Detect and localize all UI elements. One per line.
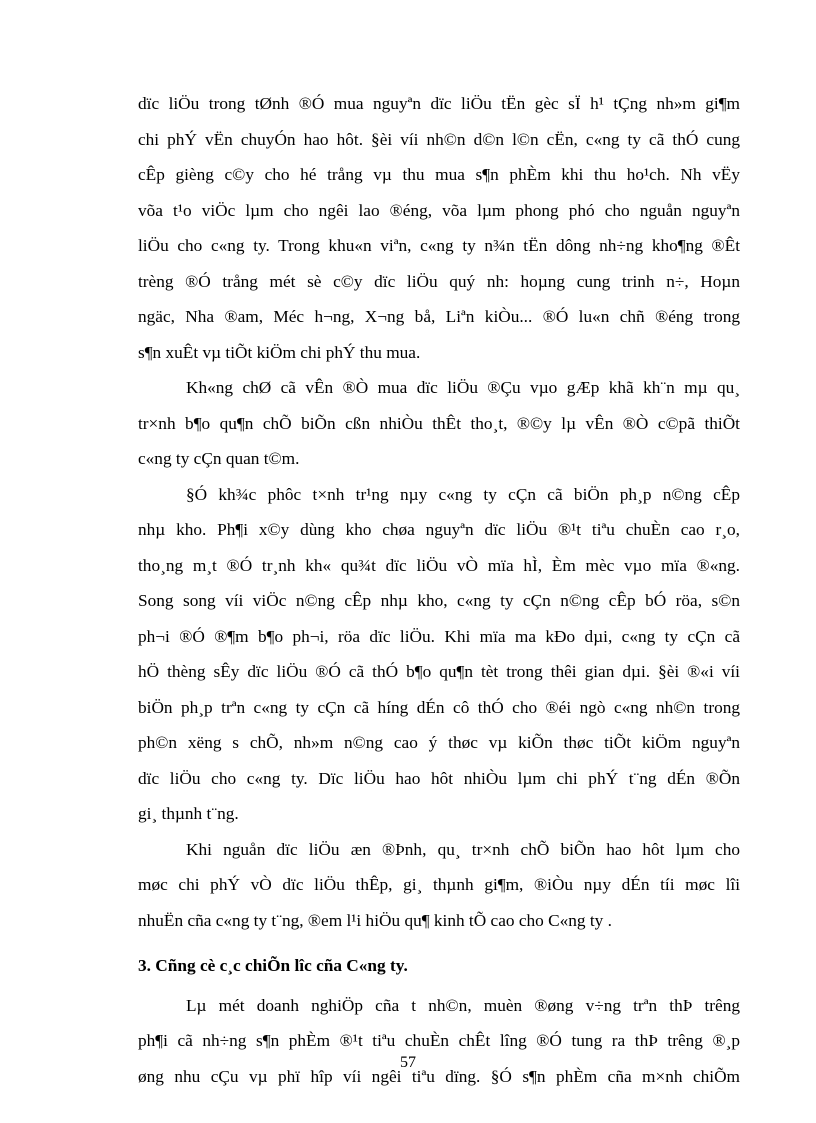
- text-line: møc chi phÝ vÒ dïc liÖu thÊp, gi¸ thµnh gi¶m, ®iÒu nµy dÉn tíi møc lîi: [138, 875, 740, 894]
- text-line: cÊp gièng c©y cho hé trång vµ thu mua s¶n phÈm khi thu ho¹ch. Nh vËy: [138, 165, 740, 184]
- text-line: Lµ mét doanh nghiÖp cña t nh©n, muèn ®øng v÷ng trªn thÞ trêng: [186, 995, 740, 1015]
- text-line: §Ó kh¾c phôc t×nh tr¹ng nµy c«ng ty cÇn cã biÖn ph¸p n©ng cÊp: [186, 484, 740, 504]
- paragraph-1: [138, 86, 740, 370]
- text-line: s¶n xuÊt vµ tiÕt kiÖm chi phÝ thu mua.: [138, 342, 421, 362]
- text-line: ph¶i cã nh÷ng s¶n phÈm ®¹t tiªu chuÈn chÊt lîng ®Ó tung ra thÞ trêng ®¸p: [138, 1031, 740, 1050]
- text-line: Khi nguån dïc liÖu æn ®Þnh, qu¸ tr×nh chÕ biÕn hao hôt lµm cho: [186, 839, 740, 859]
- section-heading: 3. Cñng cè c¸c chiÕn lîc cña C«ng ty.: [138, 956, 408, 975]
- text-line: gi¸ thµnh t¨ng.: [138, 804, 239, 823]
- text-line: ph¬i ®Ó ®¶m b¶o ph¬i, röa dïc liÖu. Khi mïa ma kÐo dµi, c«ng ty cÇn cã: [138, 626, 740, 646]
- paragraph-3: [138, 477, 740, 832]
- text-line: trèng ®Ó trång mét sè c©y dïc liÖu quý nh: hoµng cung trinh n÷, Hoµn: [138, 271, 740, 291]
- paragraph-2: [138, 370, 740, 477]
- text-line: ngäc, Nha ®am, Méc h¬ng, X¬ng bå, Liªn kiÒu... ®Ó lu«n chñ ®éng trong: [138, 307, 740, 326]
- text-line: biÖn ph¸p trªn c«ng ty cÇn cã híng dÉn cô thÓ cho ®éi ngò c«ng nh©n trong: [138, 697, 740, 717]
- page-number: 57: [400, 1054, 416, 1071]
- text-line: chi phÝ vËn chuyÓn hao hôt. §èi víi nh©n d©n l©n cËn, c«ng ty cã thÓ cung: [138, 129, 740, 149]
- text-line: dïc liÖu trong tØnh ®Ó mua nguyªn dïc liÖu tËn gèc sÏ h¹ tÇng nh»m gi¶m: [138, 94, 740, 113]
- text-line: võa t¹o viÖc lµm cho ngêi lao ®éng, võa lµm phong phó cho nguån nguyªn: [138, 200, 740, 220]
- paragraph-4: [138, 832, 740, 939]
- text-line: nhµ kho. Ph¶i x©y dùng kho chøa nguyªn dïc liÖu ®¹t tiªu chuÈn cao r¸o,: [138, 520, 740, 539]
- text-line: øng nhu cÇu vµ phï hîp víi ngêi tiªu dïng. §Ó s¶n phÈm cña m×nh chiÕm: [138, 1066, 740, 1086]
- text-line: c«ng ty cÇn quan t©m.: [138, 449, 300, 468]
- document-page: [138, 86, 740, 1094]
- text-line: dïc liÖu cho c«ng ty. Dïc liÖu hao hôt nhiÒu lµm chi phÝ t¨ng dÉn ®Õn: [138, 768, 740, 788]
- text-line: ph©n xëng s chÕ, nh»m n©ng cao ý thøc vµ kiÕn thøc tiÕt kiÖm nguyªn: [138, 733, 740, 752]
- text-line: Song song víi viÖc n©ng cÊp nhµ kho, c«ng ty cÇn n©ng cÊp bÓ röa, s©n: [138, 591, 740, 610]
- text-line: liÖu cho c«ng ty. Trong khu«n viªn, c«ng ty n¾n tËn dông nh÷ng kho¶ng ®Êt: [138, 236, 740, 255]
- paragraph-5: [138, 988, 740, 1095]
- text-line: Kh«ng chØ cã vÊn ®Ò mua dïc liÖu ®Çu vµo gÆp khã kh¨n mµ qu¸: [186, 378, 740, 397]
- text-line: hÖ thèng sÊy dïc liÖu ®Ó cã thÓ b¶o qu¶n tèt trong thêi gian dµi. §èi ®«i víi: [138, 662, 740, 681]
- text-line: nhuËn cña c«ng ty t¨ng, ®em l¹i hiÖu qu¶ kinh tÕ cao cho C«ng ty .: [138, 910, 612, 930]
- text-line: tho¸ng m¸t ®Ó tr¸nh kh« qu¾t dïc liÖu vÒ mïa hÌ, Èm mèc vµo mïa ®«ng.: [138, 555, 740, 575]
- text-line: tr×nh b¶o qu¶n chÕ biÕn cßn nhiÒu thÊt tho¸t, ®©y lµ vÊn ®Ò c©pã thiÕt: [138, 413, 740, 433]
